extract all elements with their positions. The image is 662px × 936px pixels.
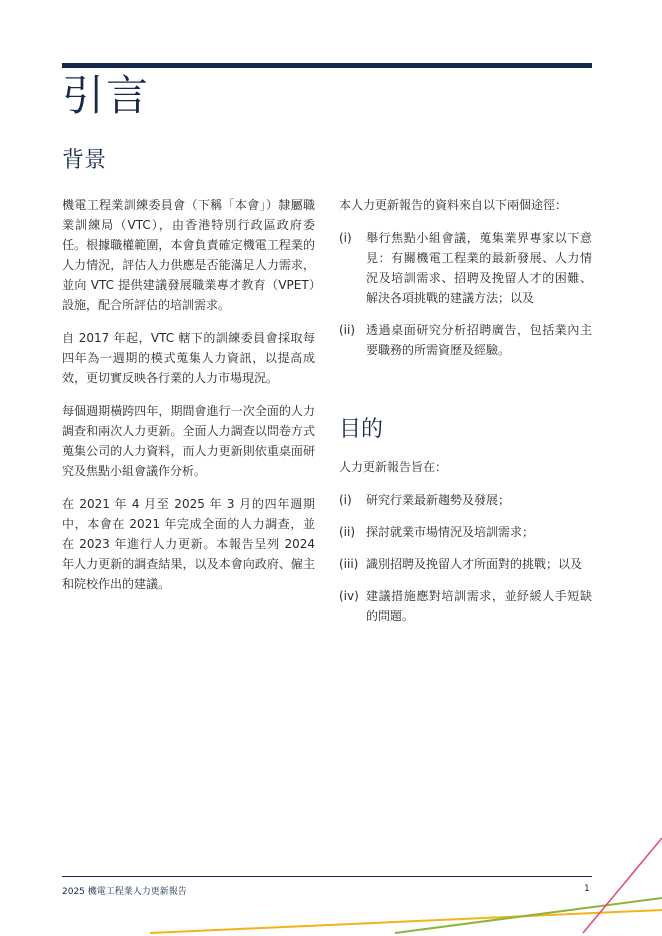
background-paragraph-2: 自 2017 年起，VTC 轄下的訓練委員會採取每四年為一週期的模式蒐集人力資訊，以提高成效，更切實反映各行業的人力市場現況。 [62,331,315,385]
list-number: (iv) [339,589,359,603]
list-number: (ii) [339,323,356,337]
section-heading-background: 背景 [62,148,107,173]
list-text: 研究行業最新趨勢及發展； [366,493,511,507]
page-title: 引言 [62,71,151,120]
background-paragraph-4: 在 2021 年 4 月至 2025 年 3 月的四年週期中，本會在 2021 年完成全面的人力調查，並在 2023 年進行人力更新。本報告呈列 2024 年人力更新的調查結果，以及本會向政府、僱主和院校作出的建議。 [62,497,315,591]
deco-pink-line [583,838,662,933]
list-text: 建議措施應對培訓需求，並紓緩人手短缺的問題。 [366,589,592,623]
deco-green-line [395,898,662,933]
page-number: 1 [584,884,590,894]
list-text: 識別招聘及挽留人才所面對的挑戰；以及 [366,557,583,571]
list-number: (iii) [339,557,359,571]
list-text: 透過桌面研究分析招聘廣告，包括業內主要職務的所需資歷及經驗。 [366,323,592,357]
section-heading-objectives: 目的 [339,417,384,442]
background-paragraph-3: 每個週期橫跨四年，期間會進行一次全面的人力調查和兩次人力更新。全面人力調查以問卷方式蒐集公司的人力資料，而人力更新則依重桌面研究及焦點小組會議作分析。 [62,404,315,478]
list-text: 舉行焦點小組會議，蒐集業界專家以下意見：有關機電工程業的最新發展、人力情況及培訓需求、招聘及挽留人才的困難、解決各項挑戰的建議方法；以及 [366,231,592,305]
background-paragraph-1: 機電工程業訓練委員會（下稱「本會」）隸屬職業訓練局（VTC），由香港特別行政區政府委任。根據職權範圍，本會負責確定機電工程業的人力情況，評估人力供應是否能滿足人力需求，並向 VTC 提供建議發展職業專才教育（VPET）設施，配合所評估的培訓需求。 [62,198,315,312]
list-number: (ii) [339,525,356,539]
list-number: (i) [339,493,352,507]
footer-report-name: 2025 機電工程業人力更新報告 [62,887,187,897]
sources-intro: 本人力更新報告的資料來自以下兩個途徑： [339,198,568,212]
list-text: 探討就業市場情況及培訓需求； [366,525,535,539]
objectives-intro: 人力更新報告旨在： [339,460,448,474]
list-number: (i) [339,231,352,245]
